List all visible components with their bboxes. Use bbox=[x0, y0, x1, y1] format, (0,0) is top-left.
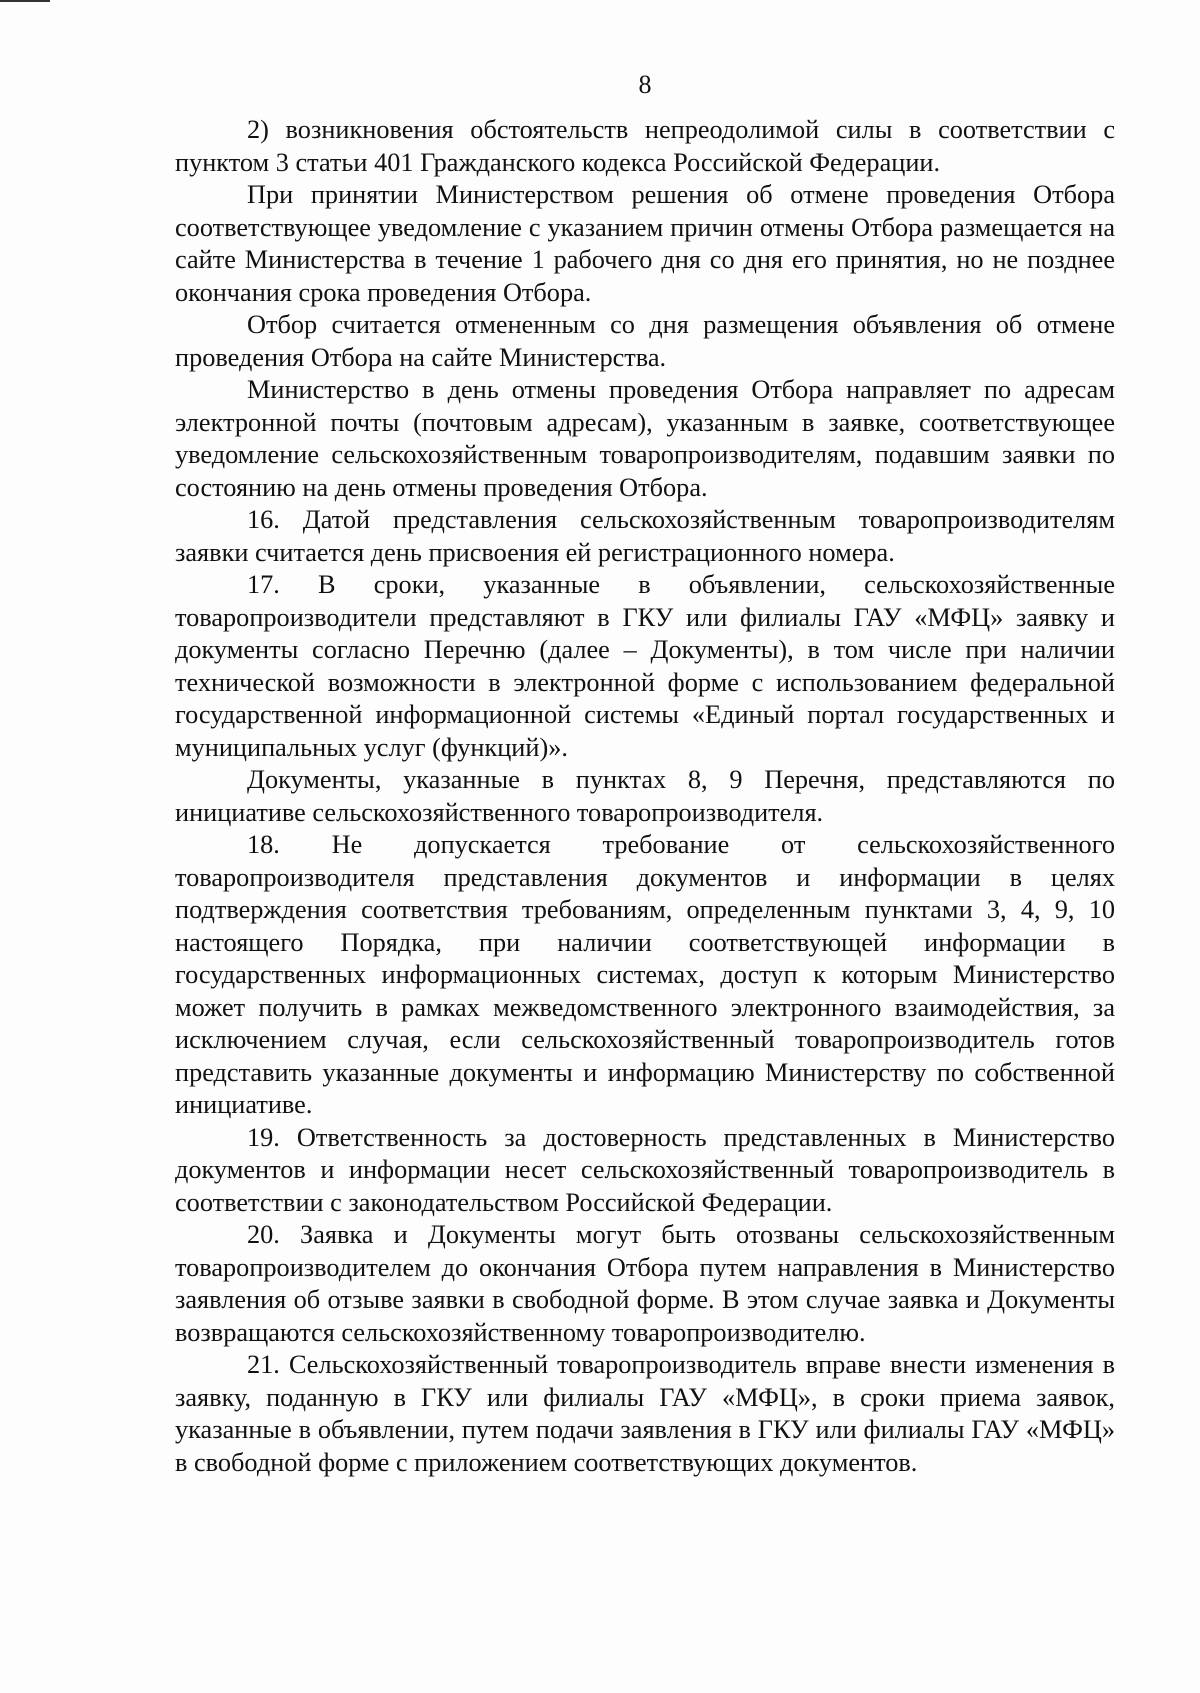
paragraph-18: 18. Не допускается требование от сельскохозяйственного товаропроизводителя представления документов и информации в целях подтверждения соответствия требованиям, определенным пунктами 3, 4, 9, 10 настоящего Порядка, при наличии соответствующей информации в государственных информационных системах, доступ к которым Министерство может получить в рамках межведомственного электронного взаимодействия, за исключением случая, если сельскохозяйственный товаропроизводитель готов представить указанные документы и информацию Министерству по собственной инициативе. bbox=[175, 830, 1115, 1119]
paragraph: Документы, указанные в пунктах 8, 9 Перечня, представляются по инициативе сельскохозяйственного товаропроизводителя. bbox=[175, 765, 1115, 827]
paragraph-16: 16. Датой представления сельскохозяйственным товаропроизводителям заявки считается день присвоения ей регистрационного номера. bbox=[175, 505, 1115, 567]
scan-edge-line bbox=[0, 0, 50, 2]
paragraph-20: 20. Заявка и Документы могут быть отозваны сельскохозяйственным товаропроизводителем до окончания Отбора путем направления в Министерство заявления об отзыве заявки в свободной форме. В этом случае заявка и Документы возвращаются сельскохозяйственному товаропроизводителю. bbox=[175, 1220, 1115, 1347]
paragraph: При принятии Министерством решения об отмене проведения Отбора соответствующее уведомление с указанием причин отмены Отбора размещается на сайте Министерства в течение 1 рабочего дня со дня его принятия, но не позднее окончания срока проведения Отбора. bbox=[175, 180, 1115, 307]
paragraph: Министерство в день отмены проведения Отбора направляет по адресам электронной почты (почтовым адресам), указанным в заявке, соответствующее уведомление сельскохозяйственным товаропроизводителям, подавшим заявки по состоянию на день отмены проведения Отбора. bbox=[175, 375, 1115, 502]
paragraph-19: 19. Ответственность за достоверность представленных в Министерство документов и информации несет сельскохозяйственный товаропроизводитель в соответствии с законодательством Российской Федерации. bbox=[175, 1122, 1115, 1217]
paragraph: 2) возникновения обстоятельств непреодолимой силы в соответствии с пунктом 3 статьи 401 Гражданского кодекса Российской Федерации. bbox=[175, 115, 1115, 177]
paragraph: Отбор считается отмененным со дня размещения объявления об отмене проведения Отбора на сайте Министерства. bbox=[175, 310, 1115, 372]
paragraph-21: 21. Сельскохозяйственный товаропроизводитель вправе внести изменения в заявку, поданную в ГКУ или филиалы ГАУ «МФЦ», в сроки приема заявок, указанные в объявлении, путем подачи заявления в ГКУ или филиалы ГАУ «МФЦ» в свободной форме с приложением соответствующих документов. bbox=[175, 1350, 1115, 1477]
page-number: 8 bbox=[638, 70, 652, 99]
document-body bbox=[175, 114, 1115, 1479]
paragraph-17: 17. В сроки, указанные в объявлении, сельскохозяйственные товаропроизводители представляют в ГКУ или филиалы ГАУ «МФЦ» заявку и документы согласно Перечню (далее – Документы), в том числе при наличии технической возможности в электронной форме с использованием федеральной государственной информационной системы «Единый портал государственных и муниципальных услуг (функций)». bbox=[175, 570, 1115, 762]
